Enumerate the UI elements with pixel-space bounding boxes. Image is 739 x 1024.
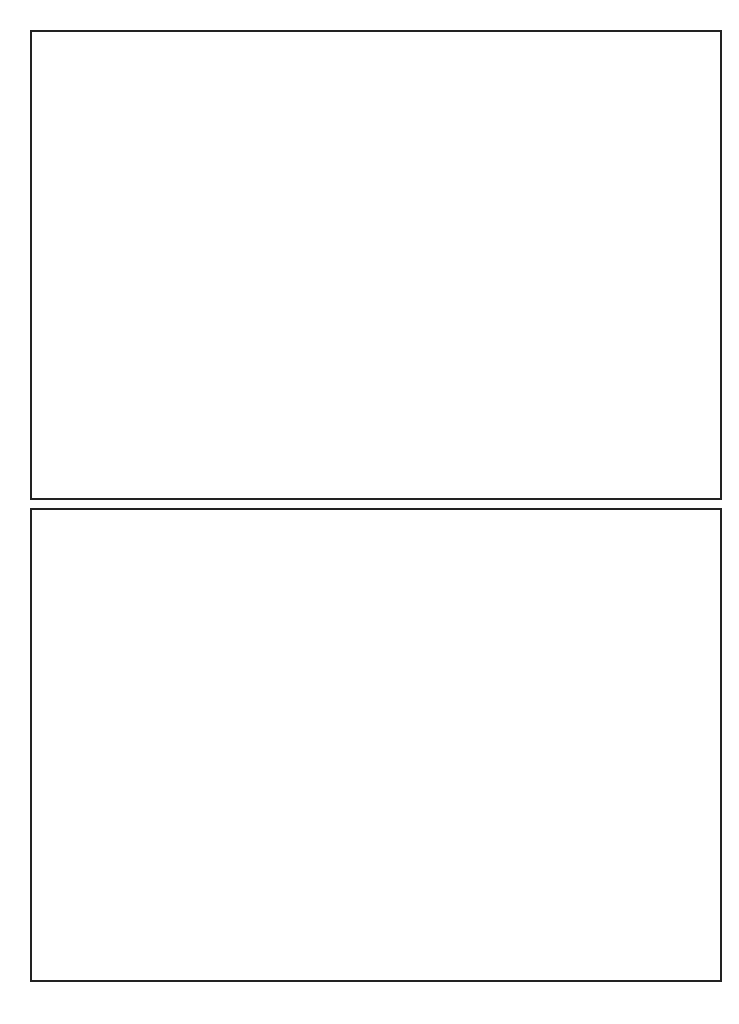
roster-table-bottom [30, 508, 722, 982]
roster-table-top [30, 30, 722, 500]
